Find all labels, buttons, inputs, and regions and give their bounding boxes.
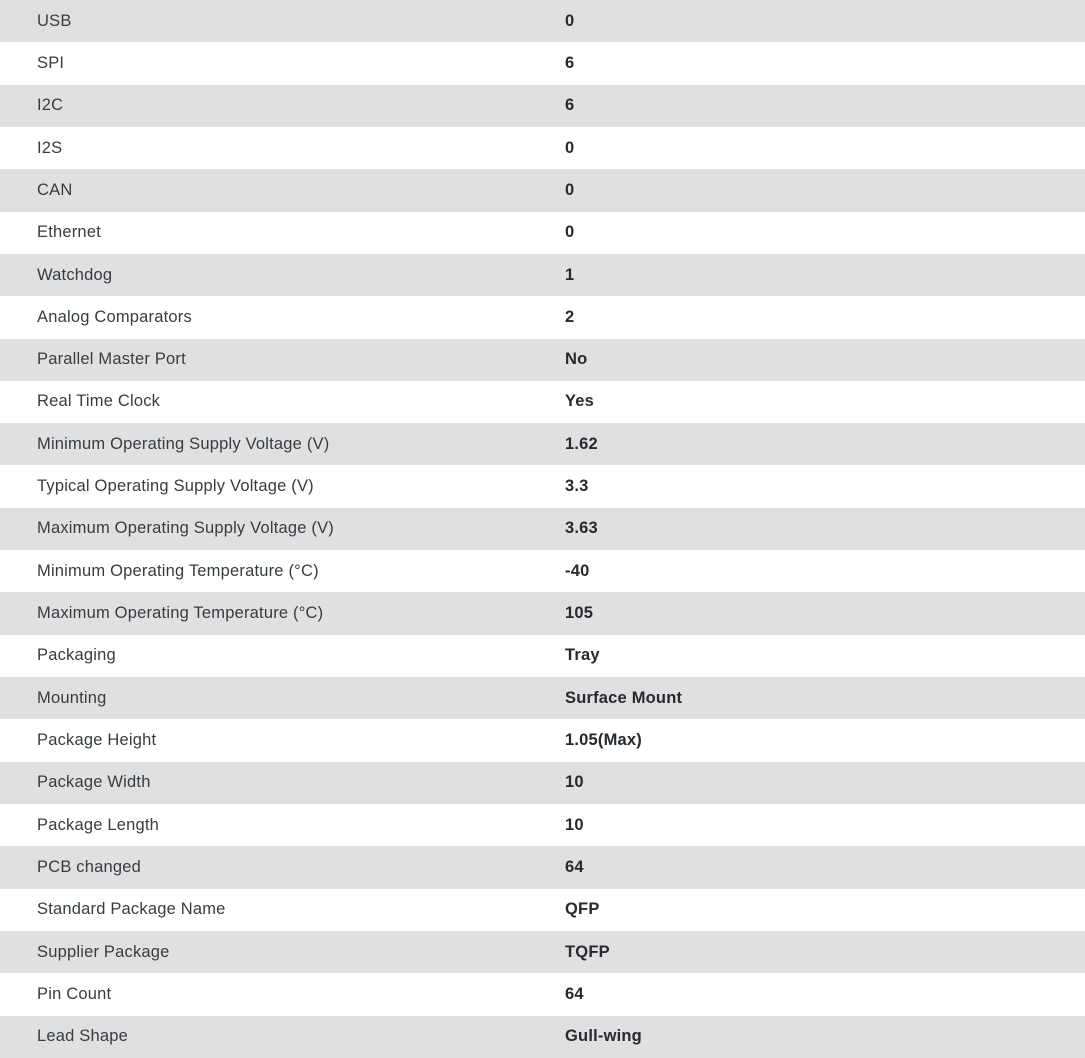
spec-label: USB	[37, 11, 72, 30]
spec-value: 64	[565, 857, 584, 876]
spec-label: Pin Count	[37, 984, 112, 1003]
spec-label: Package Height	[37, 730, 157, 749]
spec-row	[0, 127, 1085, 169]
spec-value: 1.62	[565, 434, 598, 453]
spec-row	[0, 169, 1085, 211]
spec-value: TQFP	[565, 942, 610, 961]
spec-label: Supplier Package	[37, 942, 170, 961]
spec-value: 3.63	[565, 519, 598, 538]
spec-value: 1	[565, 265, 575, 284]
spec-label: Package Length	[37, 815, 160, 834]
spec-value: -40	[565, 561, 590, 580]
spec-label: Package Width	[37, 773, 151, 792]
spec-label: CAN	[37, 180, 73, 199]
spec-row	[0, 719, 1085, 761]
spec-label: Minimum Operating Temperature (°C)	[37, 561, 319, 580]
spec-label: Maximum Operating Supply Voltage (V)	[37, 519, 334, 538]
spec-row	[0, 508, 1085, 550]
spec-row	[0, 42, 1085, 84]
spec-value: 0	[565, 138, 575, 157]
spec-row	[0, 592, 1085, 634]
spec-row	[0, 1016, 1085, 1058]
spec-label: I2S	[37, 138, 63, 157]
spec-value: 3.3	[565, 477, 589, 496]
spec-row	[0, 550, 1085, 592]
spec-label: Real Time Clock	[37, 392, 161, 411]
spec-label: PCB changed	[37, 857, 142, 876]
spec-row	[0, 762, 1085, 804]
spec-value: 6	[565, 96, 575, 115]
spec-label: Parallel Master Port	[37, 350, 186, 369]
spec-label: I2C	[37, 96, 64, 115]
spec-label: SPI	[37, 53, 65, 72]
spec-label: Standard Package Name	[37, 900, 226, 919]
spec-row	[0, 889, 1085, 931]
spec-row	[0, 677, 1085, 719]
spec-row	[0, 846, 1085, 888]
spec-label: Mounting	[37, 688, 107, 707]
spec-value: No	[565, 350, 588, 369]
spec-label: Minimum Operating Supply Voltage (V)	[37, 434, 330, 453]
spec-label: Watchdog	[37, 265, 113, 284]
spec-row	[0, 973, 1085, 1015]
spec-row	[0, 465, 1085, 507]
spec-value: 64	[565, 984, 584, 1003]
spec-row	[0, 212, 1085, 254]
spec-value: 6	[565, 53, 575, 72]
spec-value: 0	[565, 223, 575, 242]
spec-value: 0	[565, 11, 575, 30]
spec-value: 0	[565, 180, 575, 199]
spec-value: 105	[565, 604, 594, 623]
spec-row	[0, 254, 1085, 296]
spec-value: 10	[565, 773, 584, 792]
spec-value: Tray	[565, 646, 600, 665]
spec-label: Analog Comparators	[37, 307, 192, 326]
spec-value: 1.05(Max)	[565, 730, 643, 749]
spec-row	[0, 931, 1085, 973]
spec-row	[0, 0, 1085, 42]
spec-label: Lead Shape	[37, 1027, 129, 1046]
spec-label: Maximum Operating Temperature (°C)	[37, 604, 324, 623]
spec-value: 10	[565, 815, 584, 834]
spec-row	[0, 296, 1085, 338]
spec-label: Typical Operating Supply Voltage (V)	[37, 477, 314, 496]
spec-value: Surface Mount	[565, 688, 683, 707]
spec-value: Yes	[565, 392, 595, 411]
spec-row	[0, 423, 1085, 465]
spec-label: Ethernet	[37, 223, 101, 242]
spec-row	[0, 339, 1085, 381]
spec-value: 2	[565, 307, 575, 326]
spec-row	[0, 381, 1085, 423]
spec-value: QFP	[565, 900, 600, 919]
spec-row	[0, 635, 1085, 677]
spec-row	[0, 85, 1085, 127]
spec-label: Packaging	[37, 646, 116, 665]
spec-value: Gull-wing	[565, 1027, 642, 1046]
spec-row	[0, 804, 1085, 846]
